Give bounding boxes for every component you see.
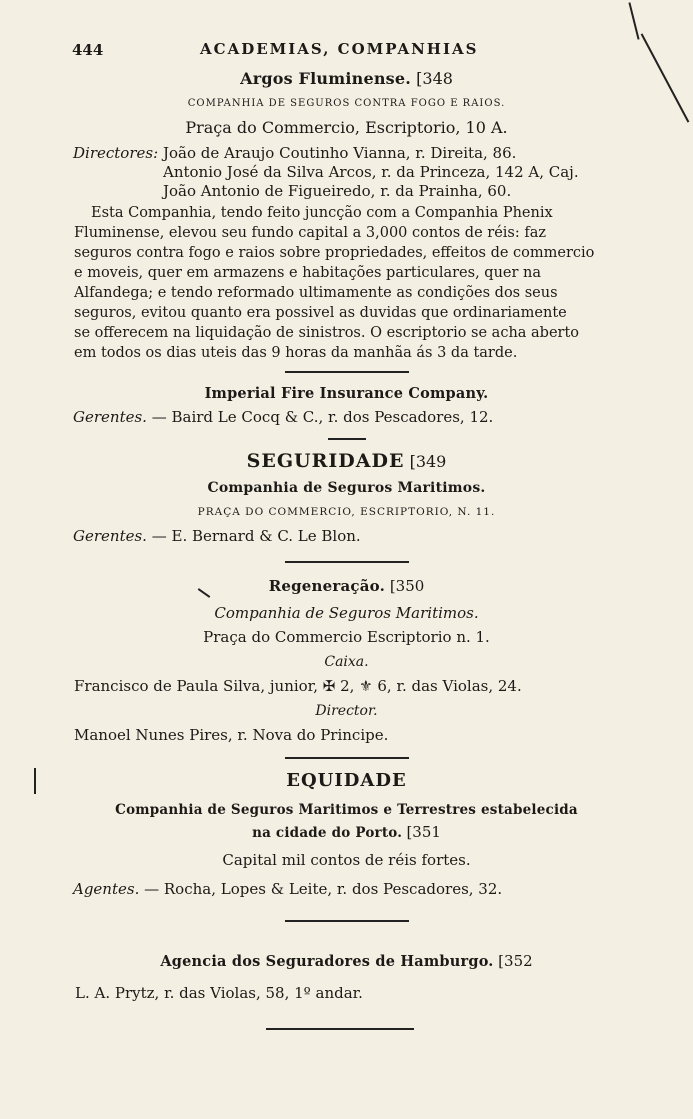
equidade-name: EQUIDADE (286, 770, 407, 791)
imperial-managers-row (73, 410, 493, 425)
argos-description-line-8: em todos os dias uteis das 9 horas da manhãa ás 3 da tarde. (74, 345, 518, 361)
divider-3 (285, 561, 409, 563)
imperial-name: Imperial Fire Insurance Company. (204, 385, 489, 402)
argos-description-line-5: Alfandega; e tendo reformado ultimamente as condições dos seus (74, 285, 558, 301)
argos-directors-label: Directores: (73, 144, 159, 162)
equidade-subtitle-2-row (0, 825, 693, 841)
equidade-number: [351 (406, 823, 441, 841)
regeneracao-heading (0, 579, 693, 594)
seguridade-subtitle: Companhia de Seguros Maritimos. (207, 480, 486, 496)
argos-description-line-6: seguros, evitou quanto era possivel as duvidas que ordinariamente (74, 305, 567, 321)
divider-5 (285, 920, 409, 922)
equidade-subtitle-2: na cidade do Porto. (252, 825, 403, 841)
argos-number: [348 (416, 69, 453, 88)
argos-director-1: João de Araujo Coutinho Vianna, r. Direita, 86. (163, 144, 517, 162)
regeneracao-number: [350 (389, 577, 425, 595)
argos-heading (0, 71, 693, 87)
imperial-managers: — Baird Le Cocq & C., r. dos Pescadores, 12. (151, 408, 494, 426)
seguridade-address: PRAÇA DO COMMERCIO, ESCRIPTORIO, N. 11. (197, 506, 496, 518)
regeneracao-name: Regeneração. (268, 577, 386, 595)
equidade-agents-row (73, 882, 502, 897)
hamburgo-address: L. A. Prytz, r. das Violas, 58, 1º andar. (75, 984, 363, 1002)
equidade-subtitle-1: Companhia de Seguros Maritimos e Terrestres estabelecida (115, 802, 578, 818)
hamburgo-name: Agencia dos Seguradores de Hamburgo. (160, 953, 494, 970)
argos-description-line-3: seguros contra fogo e raios sobre propriedades, effeitos de commercio (74, 245, 595, 261)
seguridade-managers-row (73, 529, 361, 544)
equidade-capital: Capital mil contos de réis fortes. (222, 851, 471, 869)
hamburgo-number: [352 (498, 952, 533, 970)
equidade-agents-label: Agentes. (73, 880, 140, 898)
argos-description-line-7: se offerecem na liquidação de sinistros. O escriptorio se acha aberto (74, 325, 580, 341)
argos-director-2: Antonio José da Silva Arcos, r. da Princeza, 142 A, Caj. (163, 163, 579, 181)
regeneracao-director-label: Director. (315, 703, 378, 719)
argos-subtitle: COMPANHIA DE SEGUROS CONTRA FOGO E RAIOS. (187, 98, 506, 109)
seguridade-number: [349 (409, 452, 447, 471)
argos-name: Argos Fluminense. (240, 69, 412, 88)
divider-2 (328, 438, 366, 440)
argos-director-3: João Antonio de Figueiredo, r. da Prainha, 60. (163, 182, 512, 200)
argos-description-line-2: Fluminense, elevou seu fundo capital a 3,000 contos de réis: faz (74, 225, 547, 241)
equidade-agents: — Rocha, Lopes & Leite, r. dos Pescadores, 32. (144, 880, 503, 898)
page-number: 444 (72, 41, 104, 59)
regeneracao-address: Praça do Commercio Escriptorio n. 1. (203, 628, 490, 646)
regeneracao-caixa-person: Francisco de Paula Silva, junior, ✠ 2, ⚜ 6, r. das Violas, 24. (74, 677, 522, 695)
seguridade-managers: — E. Bernard & C. Le Blon. (151, 527, 361, 545)
argos-address: Praça do Commercio, Escriptorio, 10 A. (185, 118, 508, 137)
running-title: ACADEMIAS, COMPANHIAS (200, 40, 479, 58)
divider-1 (285, 371, 409, 373)
imperial-managers-label: Gerentes. (73, 408, 147, 426)
regeneracao-caixa-label: Caixa. (324, 654, 369, 670)
regeneracao-subtitle: Companhia de Seguros Maritimos. (214, 604, 479, 622)
divider-6 (266, 1028, 414, 1030)
ink-stroke-top-right (628, 2, 639, 39)
seguridade-heading (0, 452, 693, 471)
seguridade-name: SEGURIDADE (246, 450, 405, 472)
divider-4 (285, 757, 409, 759)
argos-description-line-4: e moveis, quer em armazens e habitações particulares, quer na (74, 265, 542, 281)
regeneracao-director-person: Manoel Nunes Pires, r. Nova do Principe. (74, 726, 389, 744)
seguridade-managers-label: Gerentes. (73, 527, 147, 545)
hamburgo-heading (0, 954, 693, 970)
argos-description-line-1: Esta Companhia, tendo feito juncção com a Companhia Phenix (91, 205, 553, 221)
